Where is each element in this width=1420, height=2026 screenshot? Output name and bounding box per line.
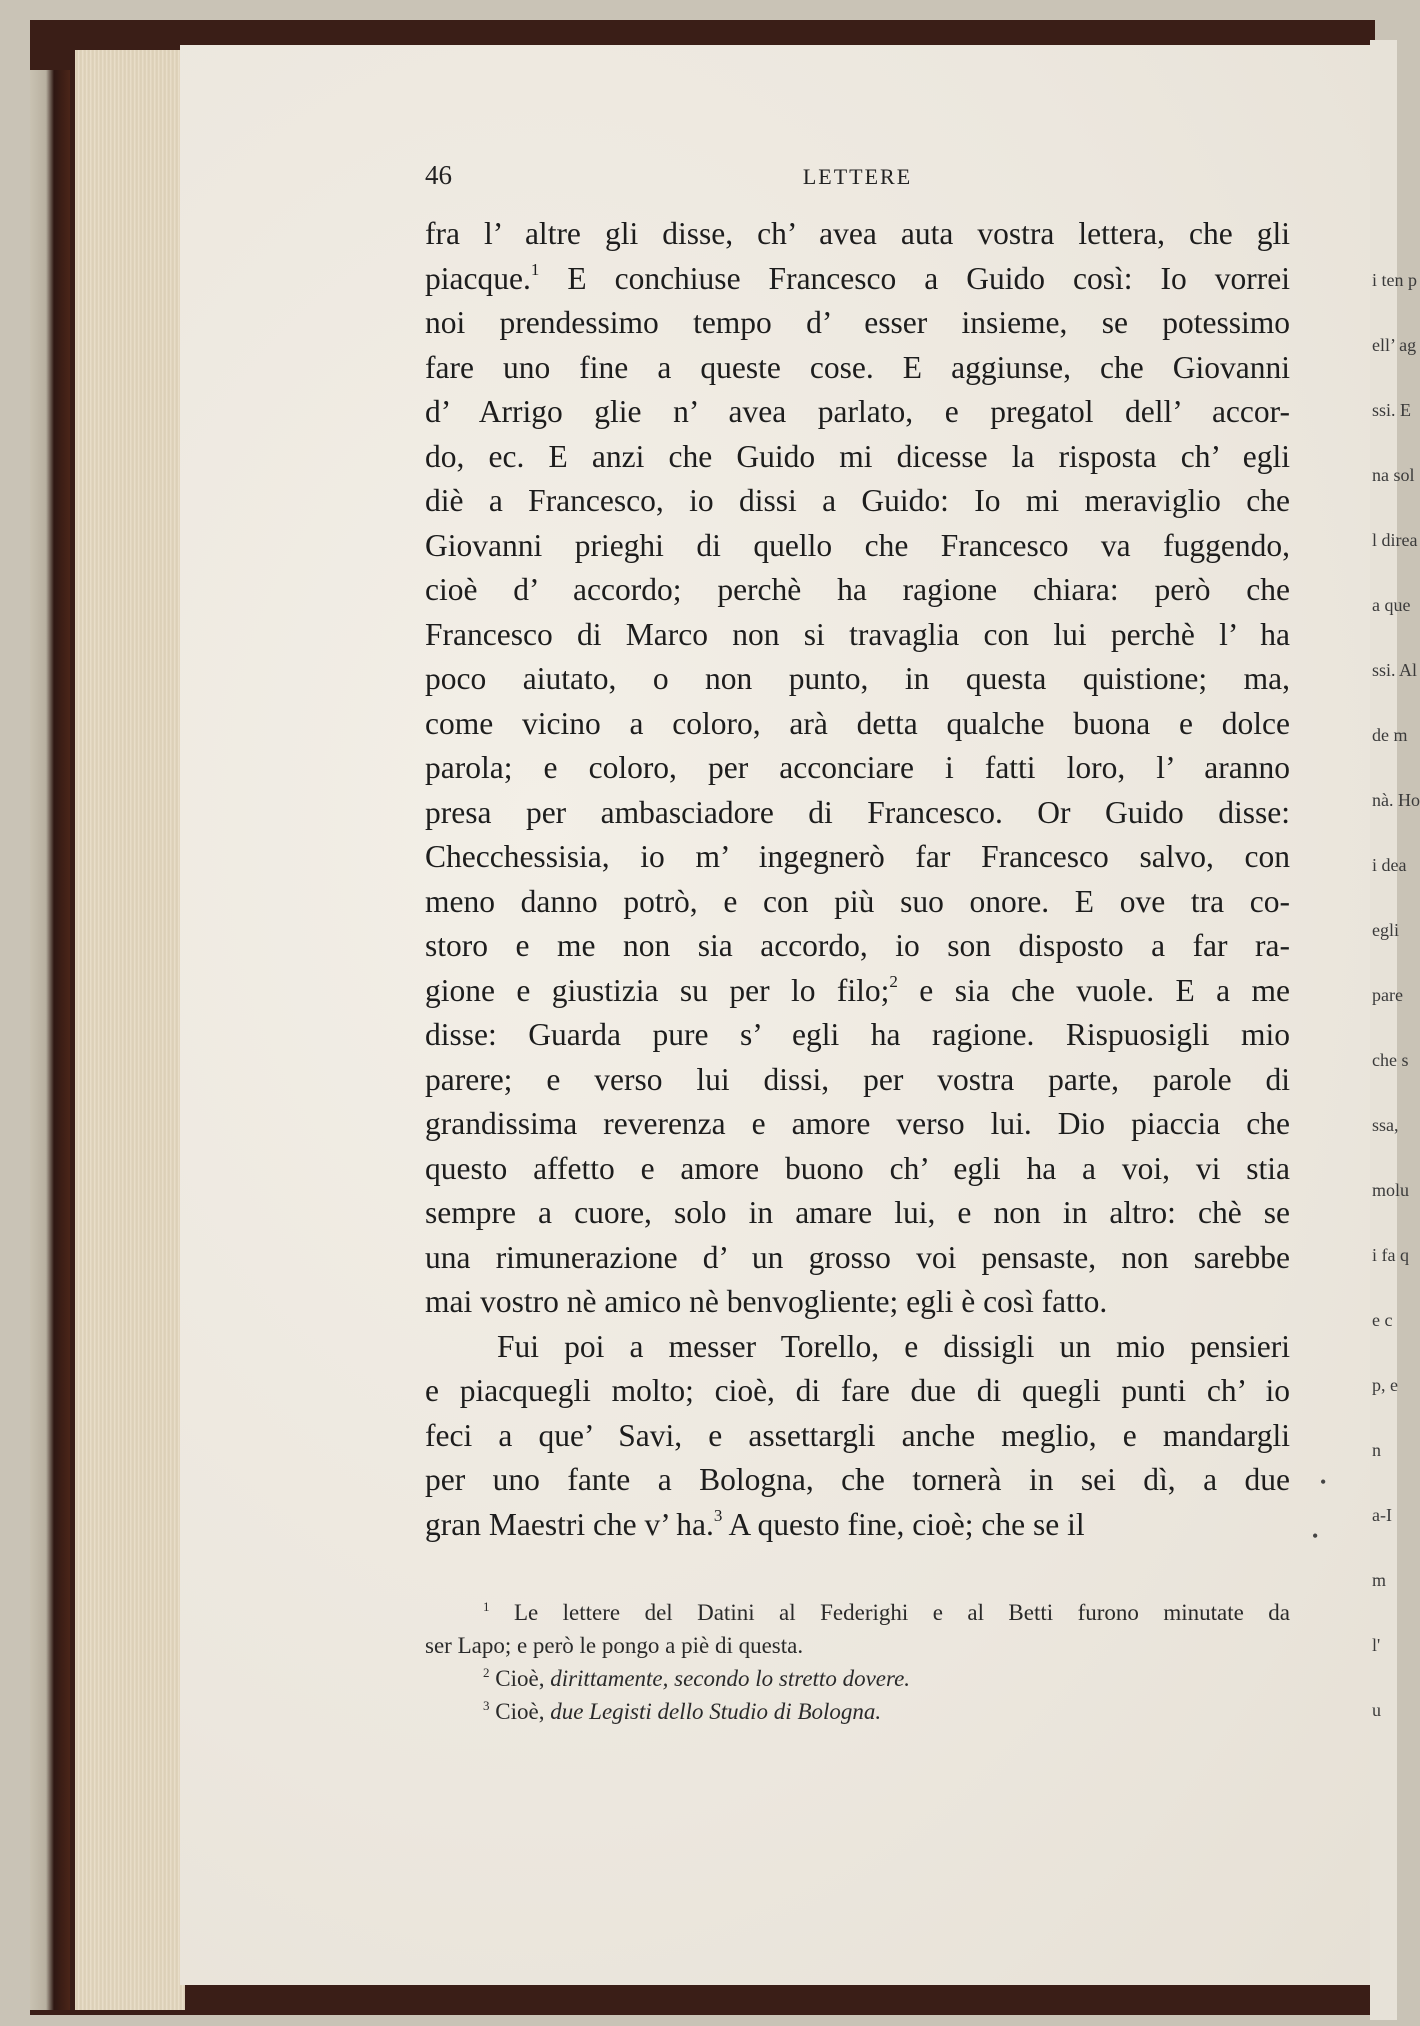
adjacent-text-fragment: pare	[1372, 985, 1403, 1005]
text-line: diè a Francesco, io dissi a Guido: Io mi meraviglio che	[425, 483, 1290, 518]
text-line: fra l’ altre gli disse, ch’ avea auta vostra lettera, che gli	[425, 216, 1290, 251]
text-line: mai vostro nè amico nè benvogliente; egli è così fatto.	[425, 1284, 1108, 1319]
adjacent-text-fragment: ell’ ag	[1372, 335, 1417, 355]
footnote-continuation: ser Lapo; e però le pongo a piè di questa.	[425, 1633, 804, 1658]
text-line: poco aiutato, o non punto, in questa quistione; ma,	[425, 661, 1290, 696]
page-number: 46	[425, 160, 452, 190]
margin-mark: •	[1312, 1526, 1319, 1546]
adjacent-page-fragment	[1370, 40, 1420, 2020]
footnotes	[425, 1596, 1290, 1728]
adjacent-text-fragment: l direa	[1372, 530, 1418, 550]
text-line: feci a que’ Savi, e assettargli anche meglio, e mandargli	[425, 1417, 1290, 1453]
adjacent-text-fragment: molu	[1372, 1180, 1410, 1200]
adjacent-text-fragment: e c	[1372, 1310, 1393, 1330]
text-line: meno danno potrò, e con più suo onore. E ove tra co-	[425, 883, 1290, 919]
text-line: do, ec. E anzi che Guido mi dicesse la risposta ch’ egli	[425, 438, 1290, 474]
adjacent-text-fragment: na sol	[1372, 465, 1415, 485]
adjacent-text-fragment: i dea	[1372, 855, 1407, 875]
footnote: $^2$ Cioè, dirittamente, secondo lo stretto dovere.	[483, 1665, 911, 1691]
adjacent-text-fragment: egli	[1372, 920, 1399, 940]
text-line: cioè d’ accordo; perchè ha ragione chiara: però che	[425, 572, 1290, 607]
body-text	[425, 212, 1290, 1547]
text-line: per uno fante a Bologna, che tornerà in sei dì, a due	[425, 1462, 1290, 1497]
adjacent-text-fragment: p, e	[1372, 1375, 1398, 1395]
adjacent-text-fragment: m	[1372, 1570, 1387, 1590]
text-line: disse: Guarda pure s’ egli ha ragione. Rispuosigli mio	[425, 1017, 1290, 1052]
text-line: Fui poi a messer Torello, e dissigli un mio pensieri	[497, 1328, 1290, 1364]
text-line: noi prendessimo tempo d’ esser insieme, se potessimo	[425, 305, 1290, 340]
adjacent-text-fragment: l'	[1372, 1635, 1381, 1655]
text-line: Giovanni prieghi di quello che Francesco va fuggendo,	[425, 527, 1290, 563]
text-line: fare uno fine a queste cose. E aggiunse, che Giovanni	[425, 349, 1290, 385]
text-line: parola; e coloro, per acconciare i fatti loro, l’ aranno	[425, 750, 1290, 785]
text-line: grandissima reverenza e amore verso lui. Dio piaccia che	[425, 1106, 1290, 1141]
text-line: una rimunerazione d’ un grosso voi pensaste, non sarebbe	[425, 1239, 1290, 1275]
margin-mark: •	[1320, 1472, 1327, 1492]
text-line: Francesco di Marco non si travaglia con lui perchè l’ ha	[425, 616, 1290, 652]
text-line: questo affetto e amore buono ch’ egli ha a voi, vi stia	[425, 1150, 1290, 1186]
text-line: storo e me non sia accordo, io son disposto a far ra-	[425, 928, 1290, 963]
adjacent-text-fragment: i ten p	[1372, 270, 1417, 290]
adjacent-text-fragment: ssi. Al	[1372, 660, 1418, 680]
page-edges	[75, 50, 185, 2010]
adjacent-text-fragment: n	[1372, 1440, 1381, 1460]
adjacent-text-fragment: de m	[1372, 725, 1408, 745]
book-spine-edge	[30, 70, 70, 2010]
adjacent-text-fragment: a-I	[1372, 1505, 1392, 1525]
adjacent-text-fragment: u	[1372, 1700, 1381, 1720]
text-line: parere; e verso lui dissi, per vostra parte, parole di	[425, 1061, 1290, 1097]
footnote-ref: 2	[889, 971, 898, 991]
adjacent-text-fragment: i fa q	[1372, 1245, 1409, 1265]
footnote: $^3$ Cioè, due Legisti dello Studio di Bologna.	[483, 1698, 882, 1724]
running-head	[425, 160, 1290, 190]
footnote-ref: 3	[713, 1505, 723, 1525]
running-title: LETTERE	[802, 164, 913, 189]
text-line: d’ Arrigo glie n’ avea parlato, e pregatol dell’ accor-	[425, 394, 1290, 429]
text-line: sempre a cuore, solo in amare lui, e non in altro: chè se	[425, 1195, 1290, 1230]
adjacent-text-fragment: a que	[1372, 595, 1411, 615]
text-line: gran Maestri che v’ ha.$^3$ A questo fine, cioè; che se il	[425, 1505, 1085, 1542]
text-line: come vicino a coloro, arà detta qualche buona e dolce	[425, 705, 1290, 741]
text-line: piacque.$^1$ E conchiuse Francesco a Guido così: Io vorrei	[425, 259, 1290, 296]
footnote: $^1$ Le lettere del Datini al Federighi e al Betti furono minutate da	[483, 1599, 1290, 1625]
text-line: gione e giustizia su per lo filo;$^2$ e sia che vuole. E a me	[425, 971, 1291, 1008]
text-line: Checchessisia, io m’ ingegnerò far Francesco salvo, con	[425, 839, 1290, 874]
footnote-ref: 1	[530, 259, 540, 279]
adjacent-text-fragment: ssa,	[1372, 1115, 1399, 1135]
adjacent-text-fragment: nà. Ho	[1372, 790, 1420, 810]
adjacent-text-fragment: ssi. E	[1372, 400, 1412, 420]
text-line: presa per ambasciadore di Francesco. Or Guido disse:	[425, 794, 1290, 830]
adjacent-text-fragment: che s	[1372, 1050, 1409, 1070]
text-line: e piacquegli molto; cioè, di fare due di quegli punti ch’ io	[425, 1373, 1290, 1408]
